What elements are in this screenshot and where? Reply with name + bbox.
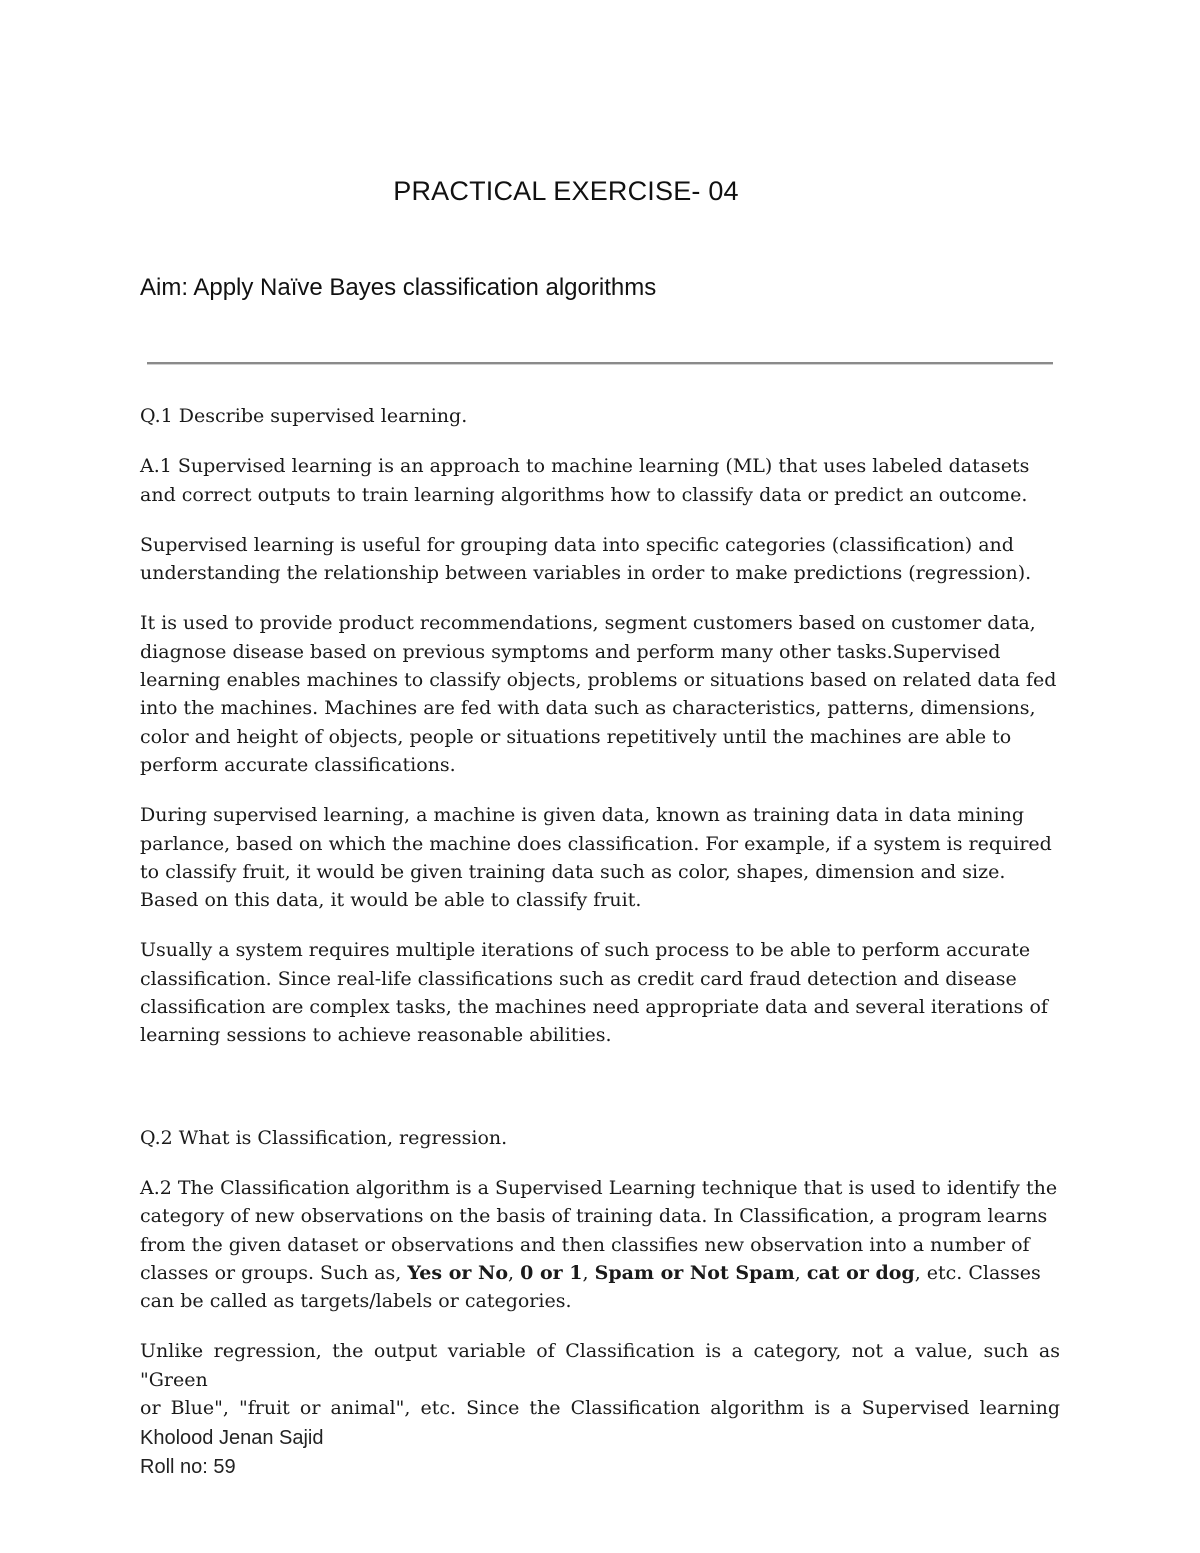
q2-question: Q.2 What is Classification, regression. — [140, 1126, 508, 1149]
q2-answer-outro: , etc. Classes can be called as targets/labels or categories. — [140, 1261, 1041, 1313]
section-spacer — [140, 1072, 1060, 1124]
q2-answer-paragraph: A.2 The Classification algorithm is a Supervised Learning technique that is used to identify the category of new observations on the basis of training data. In Classification, a program learns from the given dataset or observations and then classifies new observation into a number of classes or groups. Such as, Yes or No, 0 or 1, Spam or Not Spam, cat or dog, etc. Classes can be called as targets/labels or categories. — [140, 1176, 1058, 1313]
q1-answer-paragraph: A.1 Supervised learning is an approach to machine learning (ML) that uses labeled datasets and correct outputs to train learning algorithms how to classify data or predict an outcome. — [140, 455, 1030, 506]
q1-paragraph: During supervised learning, a machine is given data, known as training data in data mining parlance, based on which the machine does classification. For example, if a system is required to classify fruit, it would be given training data such as color, shapes, dimension and size. Based on this data, it would be able to classify fruit. — [140, 804, 1052, 912]
q1-paragraph: Usually a system requires multiple iterations of such process to be able to perform accurate classification. Since real-life classifications such as credit card fraud detection and disease classification are complex tasks, the machines need appropriate data and several iterations of learning sessions to achieve reasonable abilities. — [140, 939, 1048, 1047]
horizontal-divider — [147, 362, 1053, 365]
q2-answer-intro: A.2 The Classification algorithm is a Supervised Learning technique that is used to identify the category of new observations on the basis of training data. In Classification, a program learns from the given dataset or observations and then classifies new observation into a number of classes or groups. Such as, — [140, 1176, 1058, 1284]
roll-number: Roll no: 59 — [140, 1456, 236, 1478]
q2-paragraph-line: or Blue", "fruit or animal", etc. Since the Classification algorithm is a Supervised learning — [140, 1397, 1060, 1420]
q1-paragraph: It is used to provide product recommendations, segment customers based on customer data, diagnose disease based on previous symptoms and perform many other tasks.Supervised learning enables machines to classify objects, problems or situations based on related data fed into the machines. Machines are fed with data such as characteristics, patterns, dimensions, color and height of objects, people or situations repetitively until the machines are able to perform accurate classifications. — [140, 612, 1057, 776]
page-title: PRACTICAL EXERCISE- 04 — [393, 176, 739, 206]
example-spam: Spam or Not Spam — [594, 1261, 795, 1284]
aim-heading: Aim: Apply Naïve Bayes classification algorithms — [140, 274, 657, 301]
page-footer — [140, 1424, 323, 1482]
document-body — [140, 402, 1060, 1422]
example-cat-dog: cat or dog — [806, 1261, 915, 1284]
example-0-1: 0 or 1 — [520, 1261, 583, 1284]
author-name: Kholood Jenan Sajid — [140, 1427, 324, 1449]
q2-paragraph-line: Unlike regression, the output variable of Classification is a category, not a value, such as "Green — [140, 1340, 1060, 1391]
example-yes-no: Yes or No — [407, 1261, 509, 1284]
q1-question: Q.1 Describe supervised learning. — [140, 405, 468, 427]
q1-paragraph: Supervised learning is useful for grouping data into specific categories (classification) and understanding the relationship between variables in order to make predictions (regression). — [140, 533, 1032, 585]
